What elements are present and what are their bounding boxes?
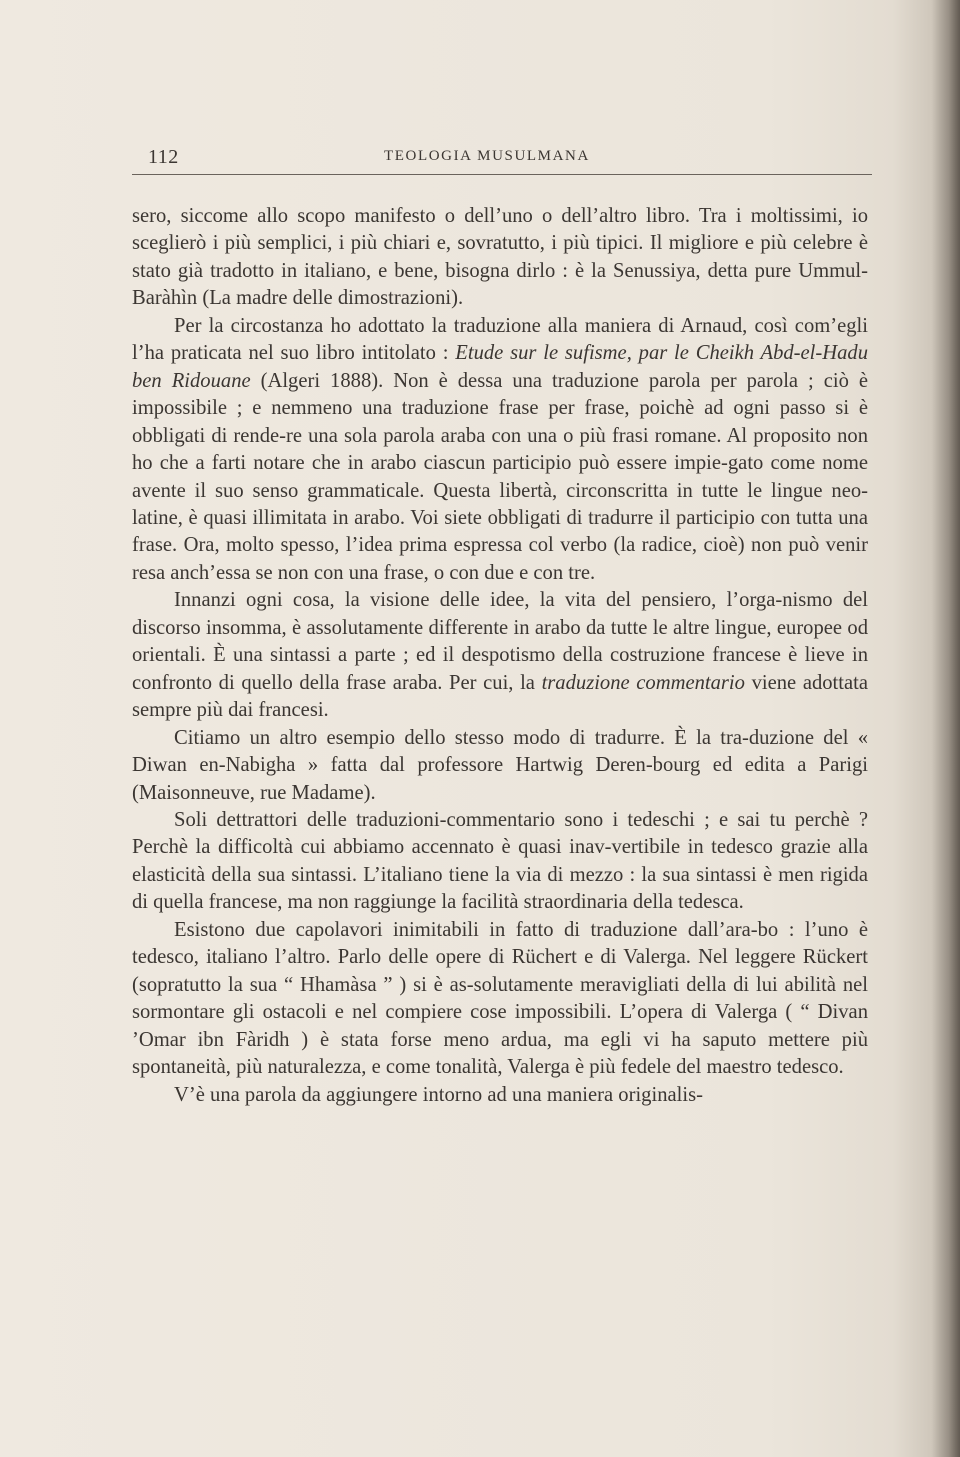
text-run: Soli dettrattori delle traduzioni-commentario sono i tedeschi ; e sai tu perchè ? Perchè la difficoltà cui abbiamo accennato è quasi inav-vertibile in tedesco grazie alla elasticità della sua sintassi. L’italiano tiene la via di mezzo : la sua sintassi è men rigida di quella francese, ma non raggiunge la facilità straordinaria della tedesca.	[132, 808, 868, 914]
paragraph	[132, 807, 868, 917]
running-head	[132, 146, 872, 174]
text-run: Innanzi ogni cosa, la visione delle idee, la vita del pensiero, l’orga-nismo del discorso insomma, è assolutamente differente in arabo da tutte le altre lingue, europee od orientali. È una sintassi a parte ; ed il despotismo della costruzione francese è lieve in confronto di quello della frase araba. Per cui, la	[132, 589, 868, 694]
italic-title: traduzione commentario	[541, 671, 745, 694]
running-title: TEOLOGIA MUSULMANA	[384, 148, 590, 164]
text-run: Esistono due capolavori inimitabili in fatto di traduzione dall’ara-bo : l’uno è tedesco, italiano l’altro. Parlo delle opere di Rüchert e di Valerga. Nel leggere Rückert (sopratutto la sua “ Hhamàsa ” ) si è as-solutamente meravigliati della di lui abilità nel sormontare gli ostacoli e nel compiere cose impossibili. L’opera di Valerga ( “ Divan ’Omar ibn Fàridh ) è stata forse meno ardua, ma egli vi ha saputo mettere più spontaneità, più naturalezza, e come tonalità, Valerga è più fedele del maestro tedesco.	[132, 918, 868, 1079]
paragraph	[132, 1082, 868, 1109]
paragraph	[132, 917, 868, 1082]
text-run: V’è una parola da aggiungere intorno ad una maniera originalis-	[174, 1083, 703, 1106]
paragraph	[132, 725, 868, 807]
page-number: 112	[148, 146, 179, 168]
text-run: Per la circostanza ho adottato la traduzione alla maniera di Arnaud, così com’egli l’ha praticata nel suo libro intitolato :	[132, 314, 868, 365]
italic-title: Etude sur le sufisme, par le Cheikh Abd-el-Hadu ben Ridouane	[132, 342, 869, 392]
paragraph	[132, 313, 868, 588]
paragraph	[132, 587, 868, 724]
text-run: sero, siccome allo scopo manifesto o dell’uno o dell’altro libro. Tra i moltissimi, io sceglierò i più semplici, i più chiari e, sovratutto, i più tipici. Il migliore e più celebre è stato già tradotto in italiano, e bene, bisogna dirlo : è la Senussiya, detta pure Ummul-Baràhìn (La madre delle dimostrazioni).	[132, 205, 868, 310]
text-run: viene adottata sempre più dai francesi.	[132, 671, 868, 722]
body-text	[132, 203, 868, 1109]
header-rule	[132, 174, 872, 175]
page-edge-shadow	[932, 0, 960, 1457]
paragraph	[132, 203, 868, 313]
text-run: (Algeri 1888). Non è dessa una traduzione parola per parola ; ciò è impossibile ; e nemmeno una traduzione frase per frase, poichè ad ogni passo si è obbligati di rende-re una sola parola araba con una o più frasi romane. Al proposito non ho che a farti notare che in arabo ciascun participio può essere impie-gato come nome avente il suo senso grammaticale. Questa libertà, circonscritta in tutte le lingue neo-latine, è quasi illimitata in arabo. Voi siete obbligati di tradurre il participio con tutta una frase. Ora, molto spesso, l’idea prima espressa col verbo (la radice, cioè) non può venir resa anch’essa se non con una frase, o con due e con tre.	[132, 369, 868, 584]
text-run: Citiamo un altro esempio dello stesso modo di tradurre. È la tra-duzione del « Diwan en-Nabigha » fatta dal professore Hartwig Deren-bourg ed edita a Parigi (Maisonneuve, rue Madame).	[132, 726, 868, 804]
